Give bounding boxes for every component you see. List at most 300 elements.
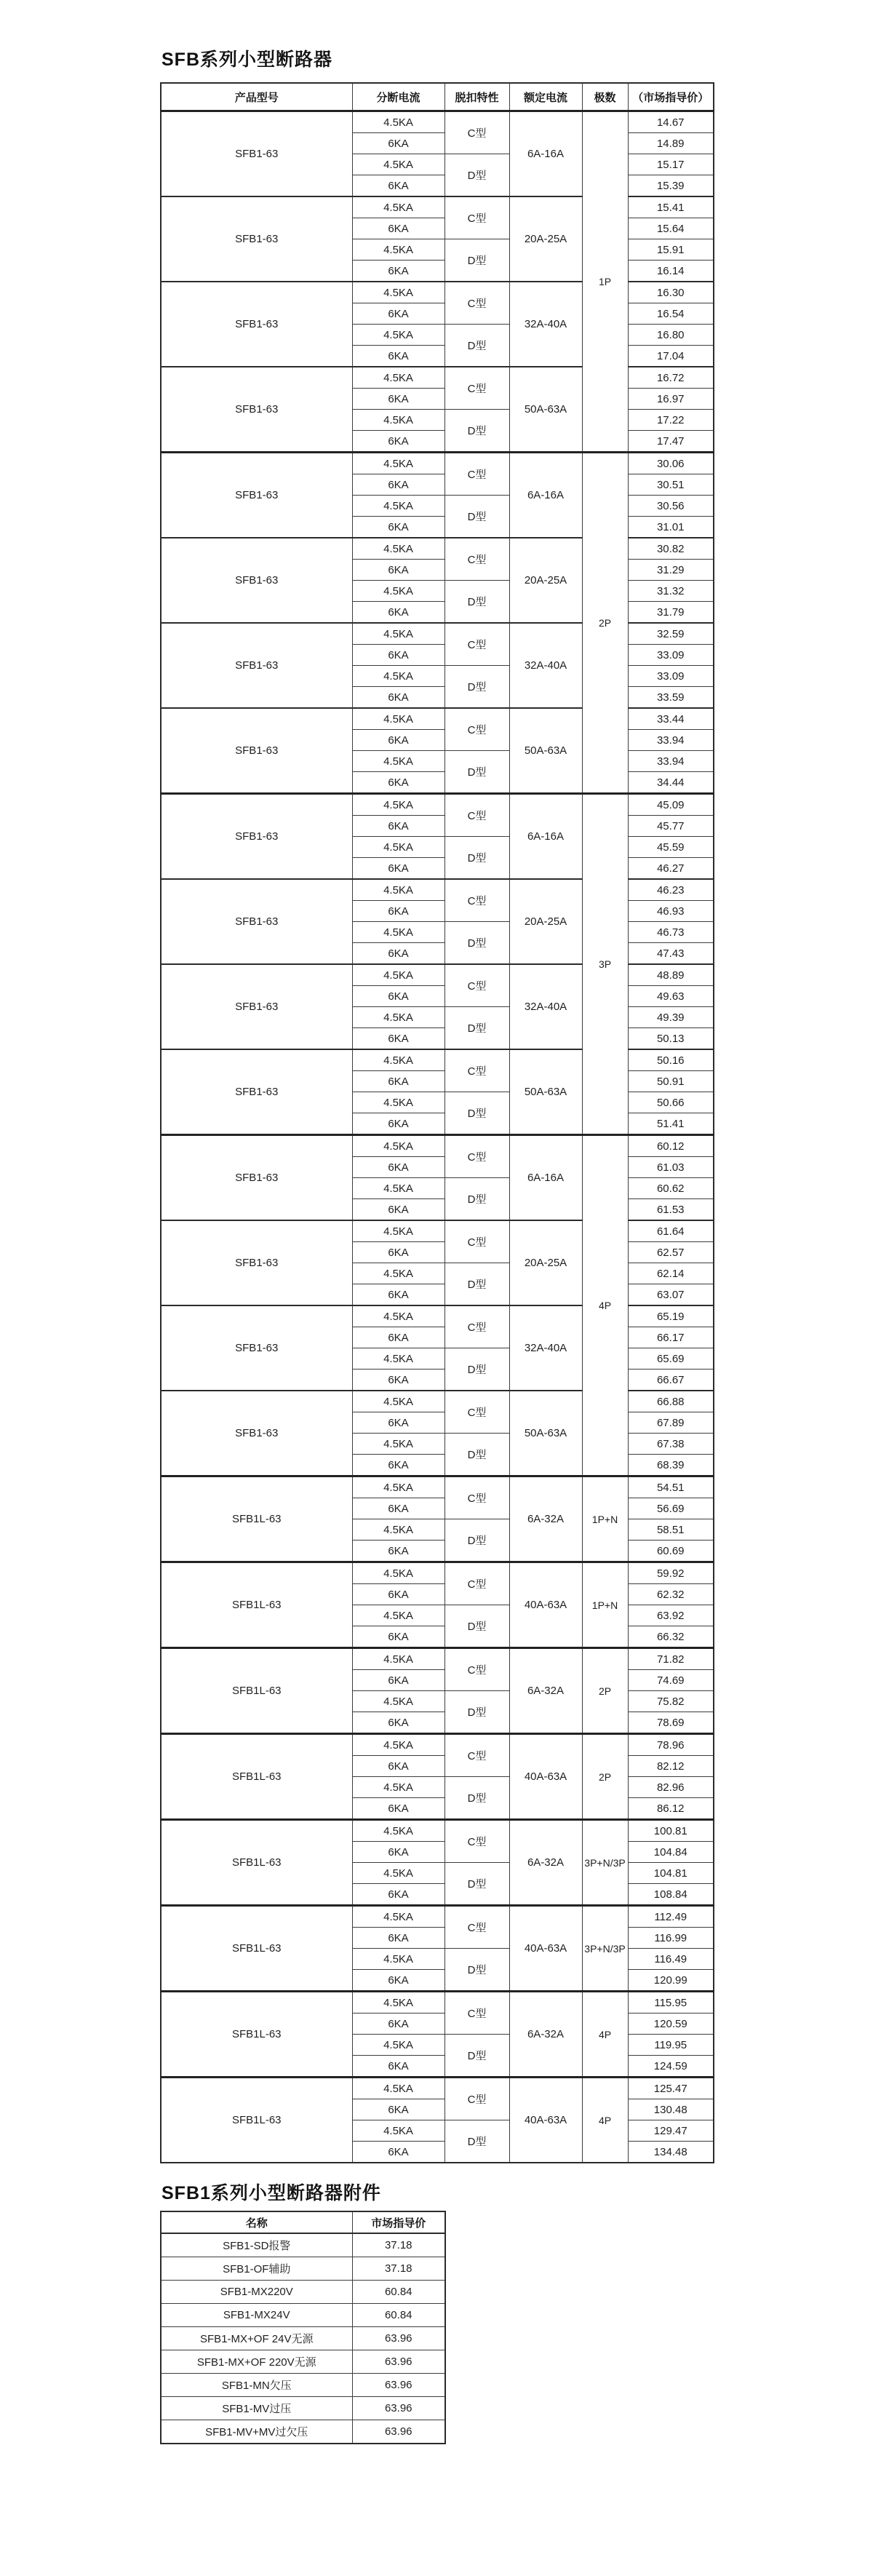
trip-type-cell: C型	[445, 1906, 509, 1949]
accessory-name-cell: SFB1-SD报警	[161, 2233, 352, 2257]
pole-cell: 1P	[582, 111, 628, 453]
price-cell: 82.12	[628, 1756, 714, 1777]
trip-type-cell: D型	[445, 154, 509, 197]
breaking-current-cell: 4.5KA	[352, 623, 445, 645]
trip-type-cell: C型	[445, 708, 509, 751]
breaking-current-cell: 6KA	[352, 2099, 445, 2120]
breaking-current-cell: 6KA	[352, 1541, 445, 1562]
accessory-price-cell: 63.96	[352, 2397, 445, 2420]
pole-cell: 4P	[582, 2078, 628, 2163]
trip-type-cell: C型	[445, 1734, 509, 1777]
header-breaking-current: 分断电流	[352, 83, 445, 111]
accessory-name-cell: SFB1-MX+OF 220V无源	[161, 2350, 352, 2374]
model-cell: SFB1L-63	[161, 1562, 352, 1648]
breaking-current-cell: 4.5KA	[352, 1092, 445, 1113]
trip-type-cell: D型	[445, 1605, 509, 1648]
trip-type-cell: C型	[445, 282, 509, 325]
breaking-current-cell: 4.5KA	[352, 111, 445, 133]
breaking-current-cell: 6KA	[352, 517, 445, 538]
rated-current-cell: 32A-40A	[509, 282, 582, 367]
main-price-table	[160, 82, 714, 2163]
price-cell: 50.91	[628, 1071, 714, 1092]
table-row	[161, 1648, 714, 1670]
pole-cell: 2P	[582, 1734, 628, 1820]
breaking-current-cell: 4.5KA	[352, 410, 445, 431]
accessory-price-cell: 37.18	[352, 2233, 445, 2257]
price-cell: 62.32	[628, 1584, 714, 1605]
price-cell: 50.16	[628, 1049, 714, 1071]
model-cell: SFB1-63	[161, 1305, 352, 1391]
price-cell: 46.93	[628, 901, 714, 922]
model-cell: SFB1-63	[161, 538, 352, 623]
trip-type-cell: D型	[445, 1092, 509, 1135]
price-cell: 15.17	[628, 154, 714, 175]
breaking-current-cell: 6KA	[352, 133, 445, 154]
table-row	[161, 2281, 445, 2304]
accessory-price-cell: 63.96	[352, 2374, 445, 2397]
price-cell: 30.51	[628, 474, 714, 496]
price-cell: 112.49	[628, 1906, 714, 1928]
trip-type-cell: C型	[445, 794, 509, 837]
table-row	[161, 282, 714, 303]
price-cell: 66.17	[628, 1327, 714, 1348]
price-cell: 129.47	[628, 2120, 714, 2142]
price-cell: 46.27	[628, 858, 714, 880]
price-cell: 104.84	[628, 1842, 714, 1863]
price-cell: 14.89	[628, 133, 714, 154]
table-row	[161, 1049, 714, 1071]
trip-type-cell: C型	[445, 964, 509, 1007]
breaking-current-cell: 4.5KA	[352, 964, 445, 986]
breaking-current-cell: 4.5KA	[352, 1476, 445, 1498]
price-cell: 120.59	[628, 2014, 714, 2035]
trip-type-cell: D型	[445, 2120, 509, 2163]
trip-type-cell: C型	[445, 1305, 509, 1348]
model-cell: SFB1-63	[161, 367, 352, 453]
breaking-current-cell: 6KA	[352, 1199, 445, 1221]
breaking-current-cell: 4.5KA	[352, 1777, 445, 1798]
breaking-current-cell: 4.5KA	[352, 879, 445, 901]
table-row	[161, 2257, 445, 2281]
breaking-current-cell: 6KA	[352, 1028, 445, 1050]
price-cell: 104.81	[628, 1863, 714, 1884]
trip-type-cell: C型	[445, 1220, 509, 1263]
model-cell: SFB1-63	[161, 964, 352, 1049]
price-cell: 116.49	[628, 1949, 714, 1970]
rated-current-cell: 50A-63A	[509, 367, 582, 453]
trip-type-cell: C型	[445, 1562, 509, 1605]
trip-type-cell: C型	[445, 538, 509, 581]
trip-type-cell: C型	[445, 1476, 509, 1519]
breaking-current-cell: 6KA	[352, 261, 445, 282]
price-cell: 100.81	[628, 1820, 714, 1842]
trip-type-cell: C型	[445, 879, 509, 922]
price-cell: 78.69	[628, 1712, 714, 1734]
trip-type-cell: D型	[445, 581, 509, 624]
rated-current-cell: 20A-25A	[509, 879, 582, 964]
price-cell: 17.22	[628, 410, 714, 431]
breaking-current-cell: 4.5KA	[352, 1605, 445, 1626]
breaking-current-cell: 6KA	[352, 602, 445, 624]
rated-current-cell: 6A-32A	[509, 1648, 582, 1734]
breaking-current-cell: 4.5KA	[352, 1178, 445, 1199]
price-cell: 130.48	[628, 2099, 714, 2120]
table-row	[161, 2304, 445, 2327]
price-cell: 61.03	[628, 1157, 714, 1178]
accessory-name-cell: SFB1-MX+OF 24V无源	[161, 2327, 352, 2350]
rated-current-cell: 32A-40A	[509, 964, 582, 1049]
breaking-current-cell: 6KA	[352, 2056, 445, 2078]
breaking-current-cell: 6KA	[352, 1670, 445, 1691]
price-cell: 33.94	[628, 751, 714, 772]
price-cell: 120.99	[628, 1970, 714, 1992]
price-cell: 16.30	[628, 282, 714, 303]
pole-cell: 1P+N	[582, 1562, 628, 1648]
breaking-current-cell: 6KA	[352, 303, 445, 325]
price-cell: 67.38	[628, 1434, 714, 1455]
breaking-current-cell: 6KA	[352, 858, 445, 880]
price-cell: 68.39	[628, 1455, 714, 1476]
breaking-current-cell: 4.5KA	[352, 538, 445, 560]
price-cell: 71.82	[628, 1648, 714, 1670]
trip-type-cell: D型	[445, 1434, 509, 1476]
rated-current-cell: 50A-63A	[509, 1391, 582, 1476]
rated-current-cell: 6A-32A	[509, 1476, 582, 1562]
pole-cell: 4P	[582, 1135, 628, 1476]
breaking-current-cell: 4.5KA	[352, 154, 445, 175]
price-cell: 16.54	[628, 303, 714, 325]
accessory-price-cell: 63.96	[352, 2420, 445, 2444]
model-cell: SFB1-63	[161, 111, 352, 197]
price-cell: 14.67	[628, 111, 714, 133]
price-cell: 58.51	[628, 1519, 714, 1541]
price-cell: 50.13	[628, 1028, 714, 1050]
model-cell: SFB1-63	[161, 1049, 352, 1135]
breaking-current-cell: 6KA	[352, 901, 445, 922]
price-cell: 60.69	[628, 1541, 714, 1562]
price-cell: 34.44	[628, 772, 714, 794]
breaking-current-cell: 4.5KA	[352, 2035, 445, 2056]
rated-current-cell: 20A-25A	[509, 196, 582, 282]
price-cell: 78.96	[628, 1734, 714, 1756]
table-row	[161, 1820, 714, 1842]
price-cell: 62.14	[628, 1263, 714, 1284]
price-cell: 15.64	[628, 218, 714, 239]
breaking-current-cell: 6KA	[352, 1113, 445, 1135]
accessory-price-cell: 63.96	[352, 2327, 445, 2350]
trip-type-cell: C型	[445, 2078, 509, 2120]
table-row	[161, 453, 714, 474]
price-cell: 46.73	[628, 922, 714, 943]
trip-type-cell: C型	[445, 1820, 509, 1863]
breaking-current-cell: 4.5KA	[352, 1734, 445, 1756]
model-cell: SFB1L-63	[161, 1820, 352, 1906]
breaking-current-cell: 6KA	[352, 175, 445, 197]
table-row	[161, 794, 714, 816]
model-cell: SFB1-63	[161, 1391, 352, 1476]
breaking-current-cell: 6KA	[352, 1884, 445, 1906]
accessory-name-cell: SFB1-OF辅助	[161, 2257, 352, 2281]
trip-type-cell: D型	[445, 666, 509, 709]
breaking-current-cell: 6KA	[352, 986, 445, 1007]
table-row	[161, 1135, 714, 1157]
price-cell: 108.84	[628, 1884, 714, 1906]
breaking-current-cell: 4.5KA	[352, 282, 445, 303]
pole-cell: 3P+N/3P	[582, 1820, 628, 1906]
price-cell: 48.89	[628, 964, 714, 986]
price-cell: 33.59	[628, 687, 714, 709]
main-table-header-row	[161, 83, 714, 111]
breaking-current-cell: 4.5KA	[352, 1648, 445, 1670]
breaking-current-cell: 6KA	[352, 772, 445, 794]
price-cell: 61.64	[628, 1220, 714, 1242]
price-cell: 67.89	[628, 1412, 714, 1434]
price-cell: 119.95	[628, 2035, 714, 2056]
price-cell: 66.32	[628, 1626, 714, 1648]
price-cell: 61.53	[628, 1199, 714, 1221]
breaking-current-cell: 6KA	[352, 1626, 445, 1648]
trip-type-cell: D型	[445, 496, 509, 538]
trip-type-cell: D型	[445, 1777, 509, 1820]
pole-cell: 4P	[582, 1992, 628, 2078]
price-cell: 49.39	[628, 1007, 714, 1028]
breaking-current-cell: 6KA	[352, 560, 445, 581]
trip-type-cell: C型	[445, 1648, 509, 1691]
price-cell: 17.04	[628, 346, 714, 367]
trip-type-cell: C型	[445, 1391, 509, 1434]
breaking-current-cell: 4.5KA	[352, 1007, 445, 1028]
breaking-current-cell: 4.5KA	[352, 1348, 445, 1370]
model-cell: SFB1L-63	[161, 2078, 352, 2163]
price-cell: 31.01	[628, 517, 714, 538]
table-row	[161, 1391, 714, 1412]
breaking-current-cell: 6KA	[352, 1584, 445, 1605]
price-cell: 15.39	[628, 175, 714, 197]
header-rated-current: 额定电流	[509, 83, 582, 111]
trip-type-cell: D型	[445, 837, 509, 880]
price-cell: 45.59	[628, 837, 714, 858]
breaking-current-cell: 6KA	[352, 645, 445, 666]
rated-current-cell: 32A-40A	[509, 1305, 582, 1391]
price-cell: 16.14	[628, 261, 714, 282]
price-cell: 16.80	[628, 325, 714, 346]
table-row	[161, 2327, 445, 2350]
price-cell: 50.66	[628, 1092, 714, 1113]
accessory-name-cell: SFB1-MV+MV过欠压	[161, 2420, 352, 2444]
trip-type-cell: D型	[445, 1007, 509, 1050]
rated-current-cell: 6A-16A	[509, 111, 582, 197]
price-cell: 45.77	[628, 816, 714, 837]
price-cell: 47.43	[628, 943, 714, 965]
breaking-current-cell: 6KA	[352, 1842, 445, 1863]
breaking-current-cell: 6KA	[352, 1157, 445, 1178]
table-row	[161, 1305, 714, 1327]
breaking-current-cell: 6KA	[352, 1798, 445, 1820]
price-cell: 31.29	[628, 560, 714, 581]
trip-type-cell: D型	[445, 1348, 509, 1391]
table-row	[161, 196, 714, 218]
price-cell: 63.92	[628, 1605, 714, 1626]
breaking-current-cell: 4.5KA	[352, 1263, 445, 1284]
header-product-model: 产品型号	[161, 83, 352, 111]
price-cell: 65.69	[628, 1348, 714, 1370]
model-cell: SFB1-63	[161, 879, 352, 964]
trip-type-cell: D型	[445, 2035, 509, 2078]
rated-current-cell: 6A-32A	[509, 1992, 582, 2078]
rated-current-cell: 6A-16A	[509, 1135, 582, 1221]
breaking-current-cell: 6KA	[352, 474, 445, 496]
accessory-price-cell: 60.84	[352, 2281, 445, 2304]
breaking-current-cell: 6KA	[352, 1412, 445, 1434]
breaking-current-cell: 6KA	[352, 1970, 445, 1992]
price-cell: 33.44	[628, 708, 714, 730]
price-cell: 31.79	[628, 602, 714, 624]
trip-type-cell: D型	[445, 410, 509, 453]
breaking-current-cell: 4.5KA	[352, 1519, 445, 1541]
trip-type-cell: D型	[445, 922, 509, 965]
price-cell: 46.23	[628, 879, 714, 901]
trip-type-cell: D型	[445, 1519, 509, 1562]
breaking-current-cell: 6KA	[352, 1284, 445, 1306]
breaking-current-cell: 4.5KA	[352, 2078, 445, 2099]
breaking-current-cell: 4.5KA	[352, 1305, 445, 1327]
breaking-current-cell: 4.5KA	[352, 1434, 445, 1455]
breaking-current-cell: 4.5KA	[352, 837, 445, 858]
price-cell: 124.59	[628, 2056, 714, 2078]
attachment-price-table	[160, 2211, 446, 2444]
trip-type-cell: C型	[445, 1049, 509, 1092]
breaking-current-cell: 4.5KA	[352, 1820, 445, 1842]
price-cell: 51.41	[628, 1113, 714, 1135]
price-cell: 33.09	[628, 645, 714, 666]
price-cell: 32.59	[628, 623, 714, 645]
price-cell: 74.69	[628, 1670, 714, 1691]
trip-type-cell: C型	[445, 453, 509, 496]
table-row	[161, 964, 714, 986]
table-row	[161, 2397, 445, 2420]
breaking-current-cell: 6KA	[352, 2142, 445, 2163]
price-cell: 60.62	[628, 1178, 714, 1199]
price-cell: 56.69	[628, 1498, 714, 1519]
price-cell: 60.12	[628, 1135, 714, 1157]
breaking-current-cell: 4.5KA	[352, 666, 445, 687]
trip-type-cell: D型	[445, 239, 509, 282]
rated-current-cell: 6A-16A	[509, 453, 582, 538]
price-cell: 17.47	[628, 431, 714, 453]
breaking-current-cell: 6KA	[352, 218, 445, 239]
trip-type-cell: C型	[445, 1135, 509, 1178]
table-row	[161, 367, 714, 389]
trip-type-cell: D型	[445, 1178, 509, 1221]
rated-current-cell: 40A-63A	[509, 2078, 582, 2163]
breaking-current-cell: 4.5KA	[352, 196, 445, 218]
model-cell: SFB1-63	[161, 1220, 352, 1305]
table-row	[161, 1992, 714, 2014]
breaking-current-cell: 6KA	[352, 943, 445, 965]
breaking-current-cell: 6KA	[352, 730, 445, 751]
pole-cell: 3P+N/3P	[582, 1906, 628, 1992]
breaking-current-cell: 4.5KA	[352, 751, 445, 772]
table-row	[161, 2350, 445, 2374]
attachment-title: SFB1系列小型断路器附件	[162, 2183, 381, 2203]
trip-type-cell: D型	[445, 1863, 509, 1906]
rated-current-cell: 20A-25A	[509, 1220, 582, 1305]
trip-type-cell: D型	[445, 1263, 509, 1306]
breaking-current-cell: 4.5KA	[352, 1691, 445, 1712]
rated-current-cell: 40A-63A	[509, 1734, 582, 1820]
model-cell: SFB1-63	[161, 708, 352, 794]
table-row	[161, 111, 714, 133]
breaking-current-cell: 6KA	[352, 389, 445, 410]
rated-current-cell: 40A-63A	[509, 1906, 582, 1992]
breaking-current-cell: 6KA	[352, 1327, 445, 1348]
model-cell: SFB1-63	[161, 282, 352, 367]
price-cell: 45.09	[628, 794, 714, 816]
rated-current-cell: 50A-63A	[509, 1049, 582, 1135]
breaking-current-cell: 6KA	[352, 816, 445, 837]
trip-type-cell: D型	[445, 1691, 509, 1734]
page-title-main: SFB系列小型断路器	[162, 49, 333, 70]
breaking-current-cell: 4.5KA	[352, 581, 445, 602]
model-cell: SFB1L-63	[161, 1734, 352, 1820]
price-cell: 63.07	[628, 1284, 714, 1306]
rated-current-cell: 6A-32A	[509, 1820, 582, 1906]
model-cell: SFB1-63	[161, 196, 352, 282]
breaking-current-cell: 4.5KA	[352, 1992, 445, 2014]
table-row	[161, 1906, 714, 1928]
price-cell: 49.63	[628, 986, 714, 1007]
breaking-current-cell: 4.5KA	[352, 367, 445, 389]
breaking-current-cell: 6KA	[352, 1498, 445, 1519]
accessory-name-cell: SFB1-MV过压	[161, 2397, 352, 2420]
table-row	[161, 1734, 714, 1756]
trip-type-cell: C型	[445, 196, 509, 239]
breaking-current-cell: 6KA	[352, 431, 445, 453]
pole-cell: 1P+N	[582, 1476, 628, 1562]
breaking-current-cell: 4.5KA	[352, 1049, 445, 1071]
price-cell: 54.51	[628, 1476, 714, 1498]
table-row	[161, 623, 714, 645]
breaking-current-cell: 4.5KA	[352, 496, 445, 517]
price-cell: 15.91	[628, 239, 714, 261]
header-market-price: （市场指导价）	[628, 83, 714, 111]
model-cell: SFB1-63	[161, 1135, 352, 1221]
breaking-current-cell: 6KA	[352, 1928, 445, 1949]
model-cell: SFB1L-63	[161, 1476, 352, 1562]
rated-current-cell: 20A-25A	[509, 538, 582, 623]
price-cell: 82.96	[628, 1777, 714, 1798]
header-pole-count: 极数	[582, 83, 628, 111]
accessory-name-cell: SFB1-MX24V	[161, 2304, 352, 2327]
breaking-current-cell: 4.5KA	[352, 1949, 445, 1970]
breaking-current-cell: 4.5KA	[352, 239, 445, 261]
breaking-current-cell: 4.5KA	[352, 1220, 445, 1242]
price-cell: 16.72	[628, 367, 714, 389]
price-cell: 33.94	[628, 730, 714, 751]
accessory-name-cell: SFB1-MN欠压	[161, 2374, 352, 2397]
price-cell: 31.32	[628, 581, 714, 602]
trip-type-cell: C型	[445, 623, 509, 666]
trip-type-cell: D型	[445, 325, 509, 367]
pole-cell: 2P	[582, 1648, 628, 1734]
table-row	[161, 2233, 445, 2257]
breaking-current-cell: 4.5KA	[352, 325, 445, 346]
header-trip-type: 脱扣特性	[445, 83, 509, 111]
trip-type-cell: C型	[445, 111, 509, 154]
attachment-table-body	[161, 2233, 445, 2444]
model-cell: SFB1L-63	[161, 1992, 352, 2078]
model-cell: SFB1L-63	[161, 1648, 352, 1734]
